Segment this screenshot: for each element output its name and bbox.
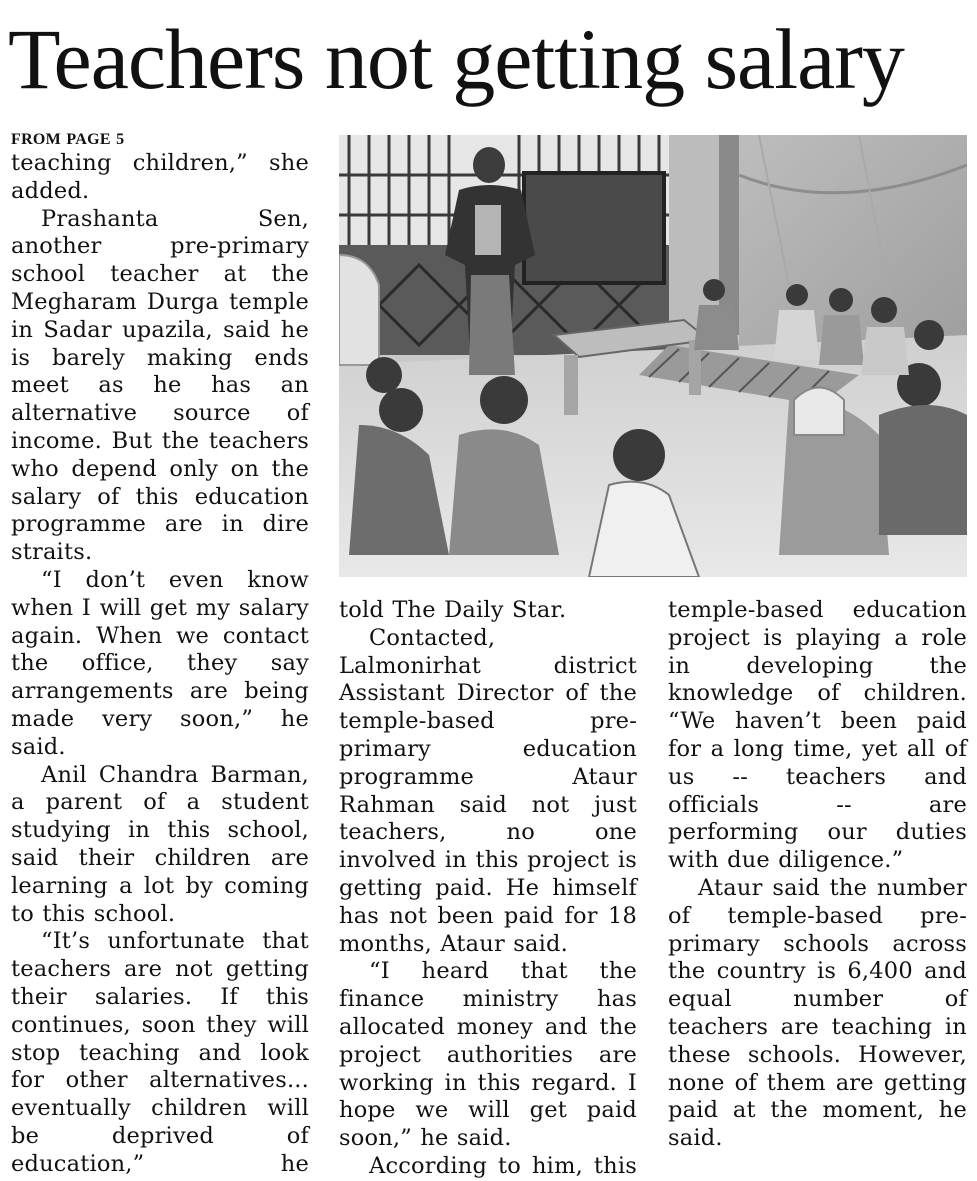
- article-column-2: [339, 597, 637, 1181]
- paragraph: temple-based education project is playing a role in developing the knowledge of children. “We haven’t been paid for a long time, yet all of us -- teachers and officials -- are performing our duties with due diligence.”: [668, 597, 967, 874]
- classroom-photo-image: [339, 135, 967, 577]
- paragraph: Ataur said the number of temple-based pre-primary schools across the country is 6,400 and equal number of teachers are teaching in these schools. However, none of them are getting paid at the moment, he said.: [668, 874, 967, 1152]
- paragraph: “I heard that the finance ministry has allocated money and the project authorities are working in this regard. I hope we will get paid soon,” he said.: [339, 958, 637, 1152]
- paragraph: Contacted, Lalmonirhat district Assistant Director of the temple-based pre-primary education programme Ataur Rahman said not just teachers, no one involved in this project is getting paid. He himself has not been paid for 18 months, Ataur said.: [339, 624, 637, 957]
- paragraph: teaching children,” she added.: [11, 150, 309, 204]
- continuation-kicker: FROM PAGE 5: [11, 131, 125, 148]
- paragraph: Anil Chandra Barman, a parent of a student studying in this school, said their children are learning a lot by coming to this school.: [11, 761, 309, 927]
- classroom-photo: [339, 135, 967, 577]
- paragraph: told The Daily Star.: [339, 597, 567, 623]
- headline: Teachers not getting salary: [8, 11, 904, 107]
- paragraph: Prashanta Sen, another pre-primary school teacher at the Megharam Durga temple in Sadar upazila, said he is barely making ends meet as he has an alternative source of income. But the teachers who depend only on the salary of this education programme are in dire straits.: [11, 205, 309, 566]
- paragraph: “It’s unfortunate that teachers are not getting their salaries. If this continues, soon they will stop teaching and look for other alternatives... eventually children will be deprived of education,” he: [11, 928, 309, 1177]
- paragraph: According to him, this: [369, 1152, 637, 1179]
- article-column-1: [11, 130, 309, 1178]
- paragraph: “I don’t even know when I will get my salary again. When we contact the office, they say arrangements are being made very soon,” he said.: [11, 566, 309, 760]
- article-column-3: [668, 597, 967, 1153]
